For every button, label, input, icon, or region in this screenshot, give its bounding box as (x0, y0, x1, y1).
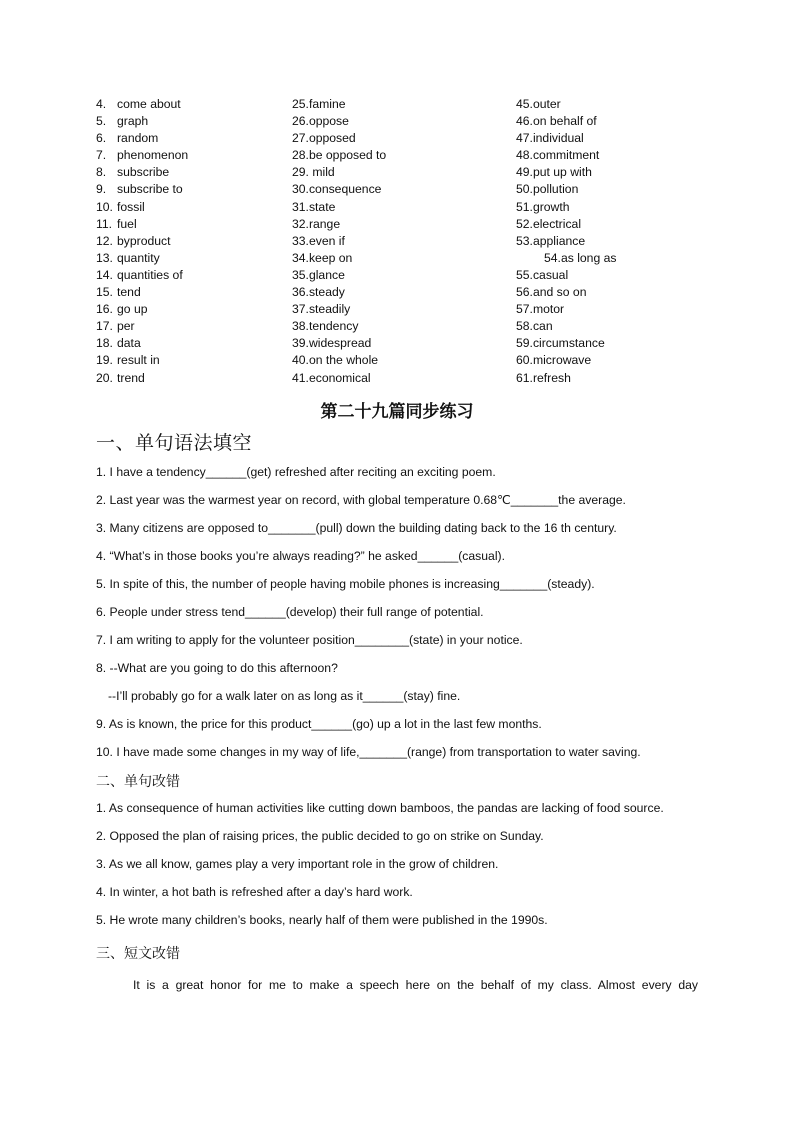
vocab-number: 13. (96, 250, 113, 265)
vocab-number: 10. (96, 199, 113, 214)
vocab-item: 55.casual (516, 267, 569, 282)
exercise-item: 5. In spite of this, the number of people having mobile phones is increasing_______(steady). (96, 577, 595, 591)
section-heading-error-correction: 二、单句改错 (96, 774, 180, 790)
vocab-item (96, 335, 286, 352)
vocab-word: trend (117, 370, 145, 385)
vocab-word: per (117, 319, 135, 334)
vocab-item: 27.opposed (292, 131, 356, 146)
vocab-item: 38.tendency (292, 319, 359, 334)
vocab-word: go up (117, 302, 148, 317)
vocab-number: 15. (96, 285, 113, 300)
vocab-word: quantity (117, 250, 160, 265)
vocab-number: 20. (96, 370, 113, 385)
vocab-word: phenomenon (117, 148, 189, 163)
vocab-item: 59.circumstance (516, 336, 605, 351)
vocab-word: quantities of (117, 267, 183, 282)
vocab-item: 34.keep on (292, 250, 353, 265)
vocab-item: 28.be opposed to (292, 148, 387, 163)
vocab-word: random (117, 131, 159, 146)
exercise-item: 2. Opposed the plan of raising prices, the public decided to go on strike on Sunday. (96, 829, 544, 843)
vocab-item (96, 130, 286, 147)
vocab-item (96, 181, 286, 198)
vocab-item: 31.state (292, 199, 336, 214)
vocab-word: subscribe (117, 165, 170, 180)
vocab-word: come about (117, 97, 181, 111)
vocab-number: 6. (96, 131, 107, 146)
vocab-item: 58.can (516, 319, 553, 334)
vocab-item: 29. mild (292, 165, 335, 180)
vocab-column-3 (516, 96, 716, 387)
vocab-word: subscribe to (117, 182, 183, 197)
vocabulary-list (0, 96, 794, 388)
vocab-item (96, 352, 286, 369)
vocab-item: 33.even if (292, 233, 345, 248)
exercise-item: 9. As is known, the price for this product______(go) up a lot in the last few months. (96, 717, 542, 731)
vocab-item (96, 96, 286, 113)
vocab-item: 39.widespread (292, 336, 372, 351)
vocab-item: 61.refresh (516, 370, 571, 385)
exercise-item: 6. People under stress tend______(develop) their full range of potential. (96, 605, 484, 619)
vocab-number: 16. (96, 302, 113, 317)
vocab-item: 50.pollution (516, 182, 579, 197)
vocab-item: 25.famine (292, 97, 346, 111)
vocab-word: fuel (117, 216, 137, 231)
exercise-item: 4. In winter, a hot bath is refreshed after a day’s hard work. (96, 885, 413, 899)
exercise-item: 5. He wrote many children’s books, nearly half of them were published in the 1990s. (96, 913, 548, 927)
vocab-item: 56.and so on (516, 285, 587, 300)
vocab-item: 37.steadily (292, 302, 351, 317)
vocab-item (96, 233, 286, 250)
exercise-item: 1. I have a tendency______(get) refreshed after reciting an exciting poem. (96, 465, 496, 479)
vocab-item: 40.on the whole (292, 353, 379, 368)
vocab-number: 4. (96, 97, 107, 111)
vocab-number: 19. (96, 353, 113, 368)
vocab-item: 35.glance (292, 267, 345, 282)
vocab-item (96, 267, 286, 284)
vocab-item (96, 113, 286, 130)
exercise-item: 7. I am writing to apply for the volunteer position________(state) in your notice. (96, 633, 523, 647)
exercise-item: 8. --What are you going to do this afternoon? (96, 661, 338, 675)
exercise-item: 10. I have made some changes in my way of life,_______(range) from transportation to water saving. (96, 745, 641, 759)
vocab-number: 9. (96, 182, 107, 197)
vocab-item (96, 164, 286, 181)
vocab-item: 48.commitment (516, 148, 600, 163)
section-heading-grammar-fill: 一、单句语法填空 (96, 432, 253, 454)
vocab-item (96, 199, 286, 216)
vocab-item: 49.put up with (516, 165, 592, 180)
vocab-item (96, 147, 286, 164)
vocab-item: 30.consequence (292, 182, 382, 197)
vocab-number: 5. (96, 114, 107, 129)
vocab-item: 54.as long as (544, 250, 617, 265)
vocab-item: 51.growth (516, 199, 570, 214)
vocab-item: 60.microwave (516, 353, 592, 368)
vocab-word: graph (117, 114, 149, 129)
exercise-item: 1. As consequence of human activities like cutting down bamboos, the pandas are lacking of food source. (96, 801, 664, 815)
page-title: 第二十九篇同步练习 (320, 402, 474, 422)
passage-text: It is a great honor for me to make a speech here on the behalf of my class. Almost every day (133, 978, 698, 992)
vocab-item: 45.outer (516, 97, 561, 111)
exercise-item: 3. As we all know, games play a very important role in the grow of children. (96, 857, 499, 871)
vocab-item (96, 318, 286, 335)
vocab-word: result in (117, 353, 160, 368)
vocab-item (96, 284, 286, 301)
vocab-item (96, 301, 286, 318)
vocab-item: 36.steady (292, 285, 345, 300)
vocab-item: 46.on behalf of (516, 114, 597, 129)
section-heading-passage-correction: 三、短文改错 (96, 946, 180, 962)
vocab-number: 14. (96, 267, 113, 282)
vocab-item: 41.economical (292, 370, 371, 385)
vocab-number: 12. (96, 233, 113, 248)
vocab-number: 11. (96, 216, 113, 231)
vocab-item (96, 250, 286, 267)
vocab-number: 18. (96, 336, 113, 351)
vocab-word: tend (117, 285, 141, 300)
vocab-number: 7. (96, 148, 107, 163)
vocab-item: 53.appliance (516, 233, 586, 248)
vocab-item: 52.electrical (516, 216, 582, 231)
vocab-item: 47.individual (516, 131, 584, 146)
vocab-word: fossil (117, 199, 145, 214)
vocab-number: 17. (96, 319, 113, 334)
vocab-item (96, 216, 286, 233)
vocab-column-1 (96, 96, 286, 387)
vocab-item: 57.motor (516, 302, 565, 317)
exercise-item: 3. Many citizens are opposed to_______(pull) down the building dating back to the 16 th century. (96, 521, 617, 535)
vocab-word: byproduct (117, 233, 171, 248)
vocab-column-2 (292, 96, 507, 387)
exercise-item: 2. Last year was the warmest year on record, with global temperature 0.68℃_______the average. (96, 493, 626, 507)
vocab-item: 26.oppose (292, 114, 349, 129)
exercise-item-continuation: --I’ll probably go for a walk later on as long as it______(stay) fine. (108, 689, 461, 703)
vocab-number: 8. (96, 165, 107, 180)
vocab-word: data (117, 336, 141, 351)
vocab-item (96, 370, 286, 387)
vocab-item: 32.range (292, 216, 341, 231)
exercise-item: 4. “What’s in those books you’re always reading?” he asked______(casual). (96, 549, 505, 563)
